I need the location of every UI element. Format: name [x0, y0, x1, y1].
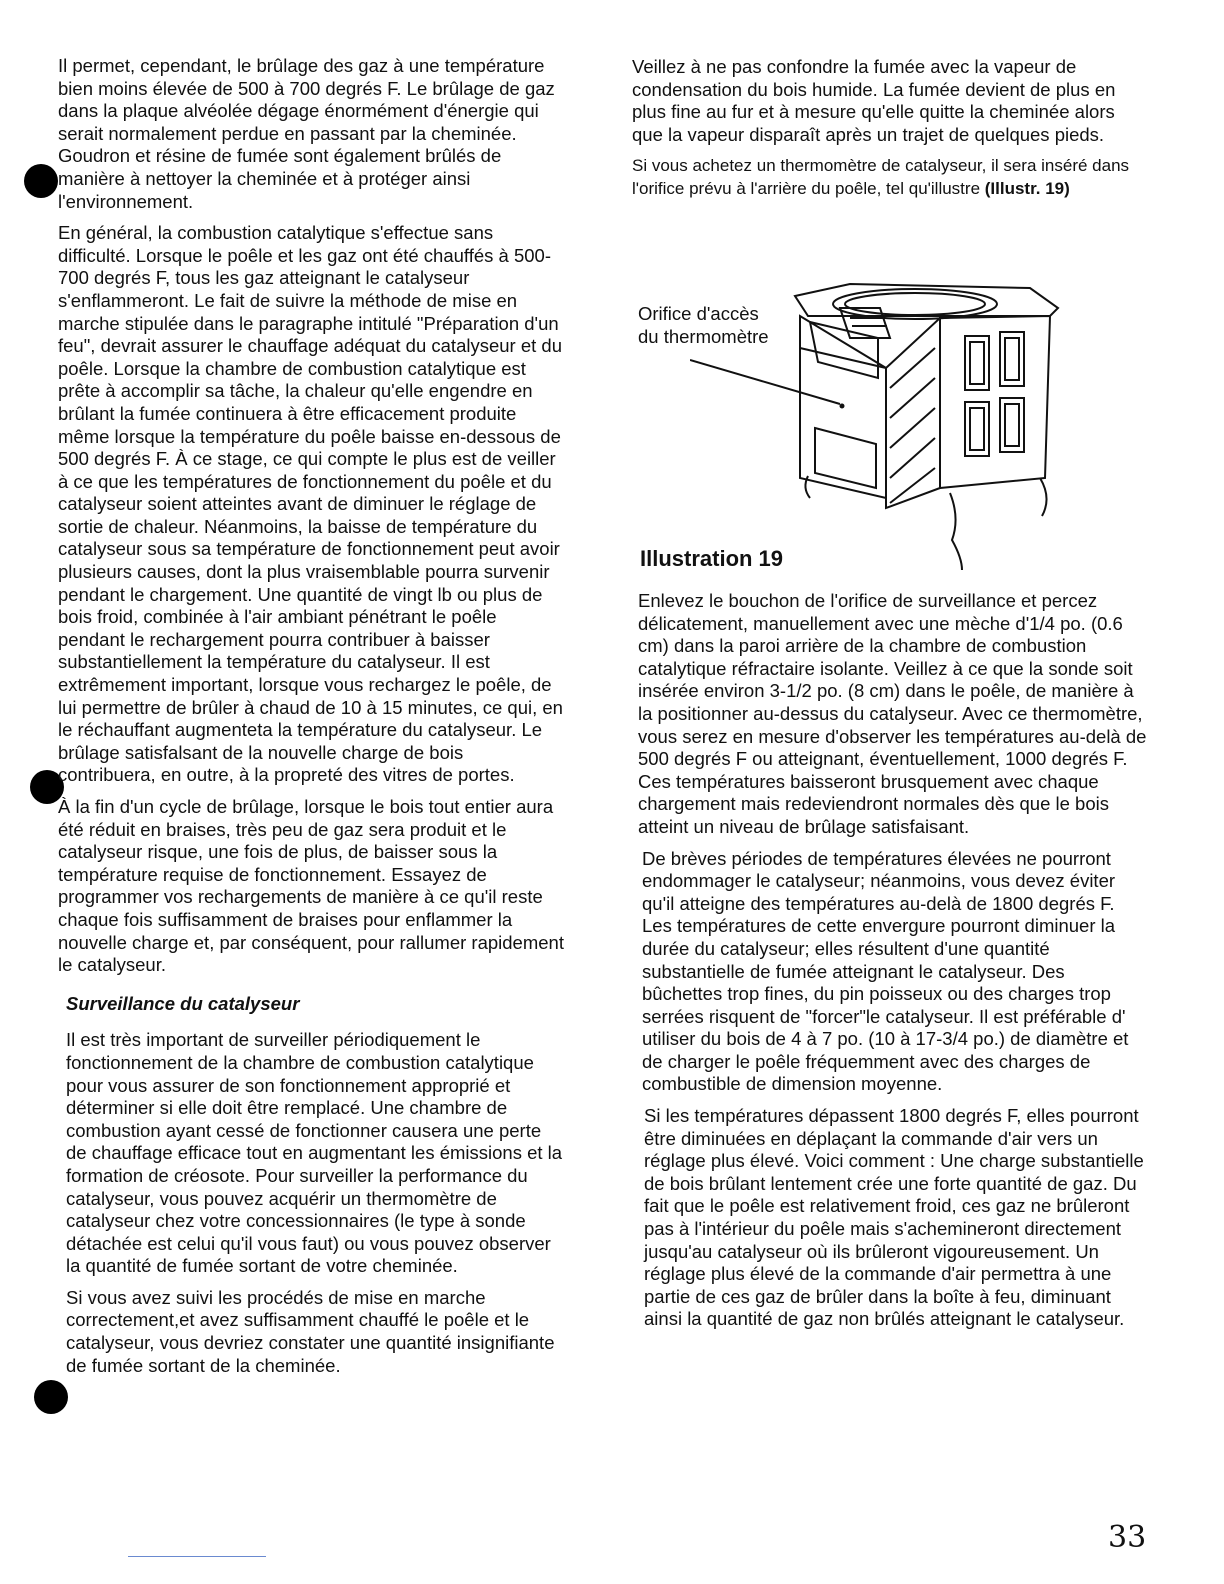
- right-paragraph-2: [632, 155, 1144, 200]
- section-heading: Surveillance du catalyseur: [66, 992, 300, 1014]
- right-paragraph-3: Enlevez le bouchon de l'orifice de surveillance et percez délicatement, manuellement avec une mèche d'1/4 po. (0.6 cm) dans la paroi arrière de la chambre de combustion catalytique réfractaire isolante. Veillez à ce que la sonde soit insérée environ 3-1/2 po. (8 cm) dans le poêle, de manière à la positionner au-dessus du catalyseur. Avec ce thermomètre, vous serez en mesure d'observer les températures au-delà de 500 degrés F ou atteignant, éventuellement, 1000 degrés F. Ces températures baisseront brusquement avec chaque chargement mais redeviendront normales dès que le bois atteint un niveau de brûlage satisfaisant.: [638, 590, 1147, 837]
- callout-leader-line: [690, 360, 840, 404]
- illustration-reference: (Illustr. 19): [984, 178, 1070, 198]
- scan-artifact-line: [128, 1556, 266, 1557]
- left-paragraph-5: Si vous avez suivi les procédés de mise en marche correctement,et avez suffisamment chauffé le poêle et le catalyseur, vous devriez constater une quantité insignifiante de fumée sortant de la cheminée.: [66, 1286, 555, 1376]
- left-column: [58, 55, 566, 1386]
- binder-hole-1: [24, 164, 58, 198]
- right-paragraph-4: De brèves périodes de températures élevées ne pourront endommager le catalyseur; néanmoins, vous devez éviter qu'il atteigne des températures au-delà de 1800 degrés F. Les températures de cette envergure pourront diminuer la durée du catalyseur; elles résultent d'une quantité substantielle de fumée atteignant le catalyseur. Des bûchettes trop fines, du pin poisseux ou des charges trop serrées risquent de "forcer"le catalyseur. Il est préférable d' utiliser du bois de 4 à 7 po. (10 à 17-3/4 po.) de diamètre et de charger le poêle fréquemment avec des charges de combustible de dimension moyenne.: [642, 847, 1129, 1095]
- right-paragraph-1: Veillez à ne pas confondre la fumée avec la vapeur de condensation du bois humide. La fumée devient de plus en plus fine au fur et à mesure qu'elle quitte la cheminée alors que la vapeur disparaît après un trajet de quelques pieds.: [632, 56, 1116, 145]
- left-paragraph-1: Il permet, cependant, le brûlage des gaz à une température bien moins élevée de 500 à 700 degrés F. Le brûlage de gaz dans la plaque alvéolée dégage énormément d'énergie qui serait normalement perdue en passant par la cheminée. Goudron et résine de fumée sont également brûlés de manière à nettoyer la cheminée et à protéger ainsi l'environnement.: [58, 55, 555, 212]
- right-paragraph-5: Si les températures dépassent 1800 degrés F, elles pourront être diminuées en déplaçant la commande d'air vers un réglage plus élevé. Voici comment : Une charge substantielle de bois brûlant lentement crée une forte quantité de gaz. Du fait que le poêle est relativement froid, ces gaz ne brûleront pas à l'intérieur du poêle mais s'achemineront directement jusqu'au catalyseur où ils brûleront vigoureusement. Un réglage plus élevé de la commande d'air permettra à une partie de ces gaz de brûler dans la boîte à feu, diminuant ainsi la quantité de gaz non brûlés atteignant le catalyseur.: [644, 1105, 1144, 1330]
- callout-line-2: du thermomètre: [638, 325, 769, 347]
- right-paragraph-2-text: Si vous achetez un thermomètre de catalyseur, il sera inséré dans l'orifice prévu à l'arrière du poêle, tel qu'illustre: [632, 156, 1130, 198]
- right-column-bottom: [638, 590, 1148, 1340]
- left-paragraph-2: En général, la combustion catalytique s'effectue sans difficulté. Lorsque le poêle et les gaz ont été chauffés à 500-700 degrés F, tous les gaz atteignant le catalyseur s'enflammeront. Le fait de suivre la méthode de mise en marche stipulée dans le paragraphe intitulé "Préparation d'un feu", devrait assurer le chauffage adéquat du catalyseur et du poêle. Lorsque la chambre de combustion catalytique est prête à accomplir sa tâche, la chaleur qu'elle engendre en brûlant la fumée continuera à être efficacement produite même lorsque la température du poêle baisse en-dessous de 500 degrés F. À ce stage, ce qui compte le plus est de veiller à ce que les températures de fonctionnement du poêle et du catalyseur soient atteintes avant de diminuer le réglage de sortie de chaleur. Néanmoins, la baisse de température du catalyseur sous sa température de fonctionnement peut avoir plusieurs causes, dont la plus vraisemblable pourra survenir pendant le chargement. Une quantité de vingt lb ou plus de bois froid, combinée à l'air ambiant pénétrant le poêle pendant le rechargement pourra contribuer à baisser substantiellement la température du catalyseur. Il est extrêmement important, lorsque vous rechargez le poêle, de lui permettre de brûler à chaud de 10 à 15 minutes, ce qui, en le réchauffant augmenteta la température du catalyseur. Le brûlage satisfalsant de la nouvelle charge de bois contribuera, en outre, à la propreté des vitres de portes.: [58, 222, 563, 786]
- left-paragraph-4: Il est très important de surveiller périodiquement le fonctionnement de la chambre de combustion catalytique pour vous assurer de son fonctionnement approprié et déterminer si elle doit être remplacé. Une chambre de combustion ayant cessé de fonctionner causera une perte de chauffage efficace tout en augmentant les émissions et la formation de créosote. Pour surveiller la performance du catalyseur, vous pouvez acquérir un thermomètre de catalyseur chez votre concessionnaires (le type à sonde détachée est celui qu'il vous faut) ou vous pouvez observer la quantité de fumée sortant de votre cheminée.: [66, 1029, 563, 1277]
- right-column-top: [632, 56, 1144, 210]
- callout-line-1: Orifice d'accès: [638, 303, 759, 324]
- left-paragraph-3: À la fin d'un cycle de brûlage, lorsque le bois tout entier aura été réduit en braises, très peu de gaz sera produit et le catalyseur risque, une fois de plus, de baisser sous la température requise de fonctionnement. Essayez de programmer vos rechargements de manière à ce qu'il reste chaque fois suffisamment de braises pour enflammer la nouvelle charge et, par conséquent, pour rallumer rapidement le catalyseur.: [58, 796, 564, 976]
- stove-illustration: [690, 278, 1070, 578]
- page-number: 33: [1108, 1520, 1147, 1555]
- illustration-title: Illustration 19: [640, 546, 784, 571]
